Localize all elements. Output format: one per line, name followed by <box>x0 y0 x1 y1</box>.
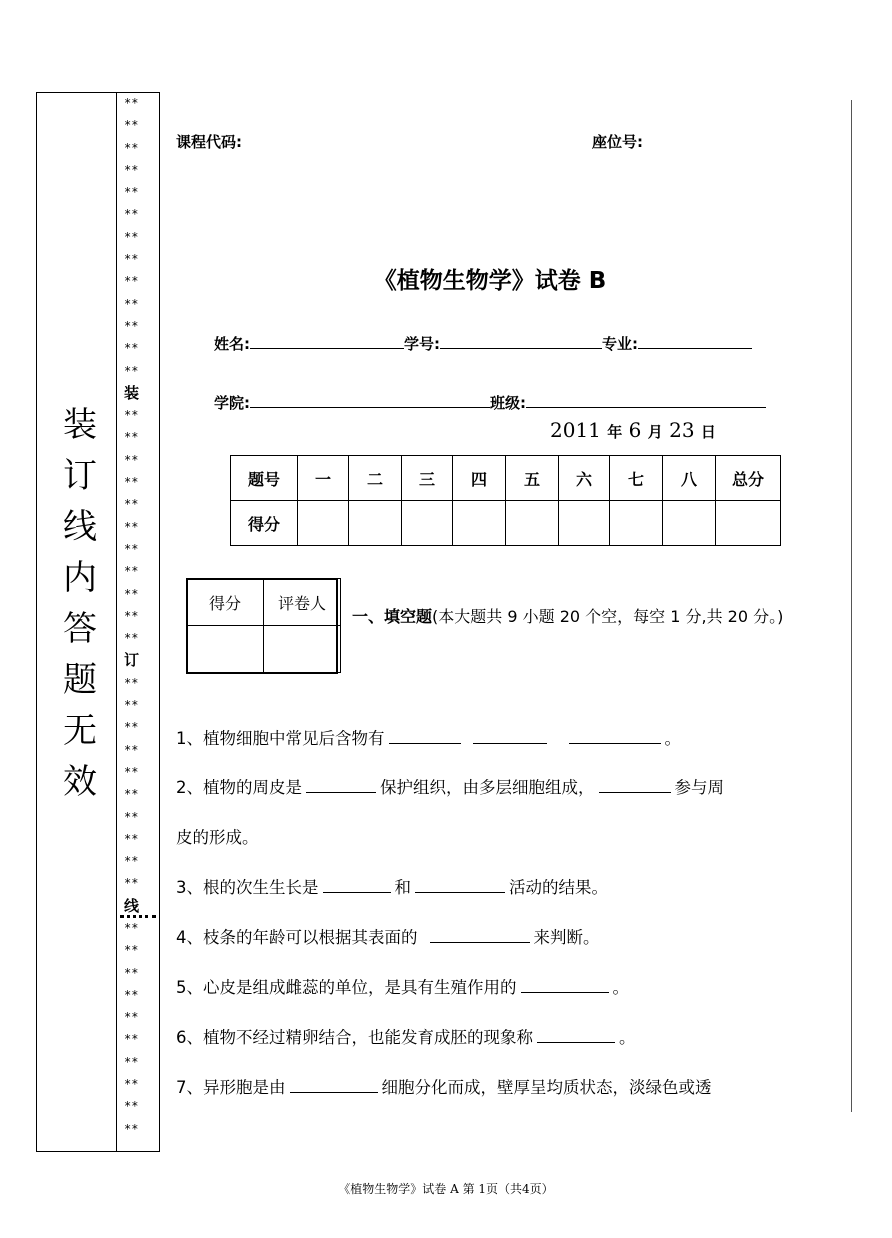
college-label: 学院: <box>214 394 250 412</box>
binding-star: ** <box>124 519 139 534</box>
binding-star: ** <box>124 497 139 512</box>
question-text: 来判断。 <box>533 928 600 947</box>
answer-blank[interactable] <box>323 876 391 893</box>
student-info-row-2 <box>214 389 766 413</box>
grader-name-label: 评卷人 <box>264 579 341 626</box>
binding-star: ** <box>124 185 139 200</box>
question-5 <box>176 974 629 998</box>
binding-star: ** <box>124 363 139 378</box>
course-code-label: 课程代码: <box>176 133 242 151</box>
binding-star: ** <box>124 274 139 289</box>
binding-star: ** <box>124 229 139 244</box>
score-header-cell: 总分 <box>716 456 781 501</box>
score-cell[interactable] <box>610 501 663 546</box>
score-table <box>230 455 781 546</box>
binding-star: ** <box>124 162 139 177</box>
binding-star: ** <box>124 854 139 869</box>
date-month: 6 <box>628 418 642 442</box>
binding-star: ** <box>124 1010 139 1025</box>
binding-star: ** <box>124 1121 139 1136</box>
binding-label-xian: 线 <box>124 896 140 915</box>
page-footer: 《植物生物学》试卷 A 第 1页（共4页） <box>338 1182 554 1196</box>
binding-star: ** <box>124 541 139 556</box>
answer-blank[interactable] <box>569 727 661 744</box>
date-day-unit: 日 <box>700 423 716 441</box>
class-field[interactable] <box>526 389 766 408</box>
question-text: 活动的结果。 <box>509 878 608 897</box>
binding-star: ** <box>124 608 139 623</box>
score-header-cell: 题号 <box>231 456 298 501</box>
binding-star: ** <box>124 118 139 133</box>
date-day: 23 <box>669 418 695 442</box>
score-cell[interactable] <box>298 501 349 546</box>
answer-blank[interactable] <box>389 727 461 744</box>
question-1 <box>176 725 681 749</box>
answer-blank[interactable] <box>430 926 530 943</box>
score-header-cell: 四 <box>453 456 506 501</box>
binding-star: ** <box>124 1054 139 1069</box>
score-cell[interactable] <box>349 501 402 546</box>
class-label: 班级: <box>490 394 526 412</box>
score-cell[interactable] <box>559 501 610 546</box>
binding-star: ** <box>124 430 139 445</box>
score-cell[interactable] <box>506 501 559 546</box>
binding-divider <box>116 92 117 1152</box>
question-text: 参与周 <box>674 778 724 797</box>
answer-blank[interactable] <box>306 776 376 793</box>
binding-star: ** <box>124 1077 139 1092</box>
binding-star: ** <box>124 475 139 490</box>
binding-char: 内 <box>63 558 97 598</box>
binding-star: ** <box>124 252 139 267</box>
question-text: 。 <box>612 978 629 997</box>
question-text: 。 <box>664 729 681 748</box>
question-2-continued: 皮的形成。 <box>176 828 259 847</box>
score-header-cell: 六 <box>559 456 610 501</box>
binding-star: ** <box>124 341 139 356</box>
score-cell[interactable] <box>663 501 716 546</box>
binding-star: ** <box>124 631 139 646</box>
question-text: 5、心皮是组成雌蕊的单位，是具有生殖作用的 <box>176 978 517 997</box>
score-cell[interactable] <box>716 501 781 546</box>
section-1-heading <box>352 600 792 633</box>
question-text: 保护组织，由多层细胞组成， <box>380 778 595 797</box>
name-label: 姓名: <box>214 335 250 353</box>
answer-blank[interactable] <box>537 1026 615 1043</box>
binding-star: ** <box>124 831 139 846</box>
binding-star: ** <box>124 140 139 155</box>
binding-char: 无 <box>63 711 97 751</box>
question-text: 细胞分化而成，壁厚呈均质状态，淡绿色或透 <box>381 1078 712 1097</box>
answer-blank[interactable] <box>521 976 609 993</box>
binding-star: ** <box>124 720 139 735</box>
student-info-row-1 <box>214 330 752 354</box>
date-year-unit: 年 <box>607 423 623 441</box>
score-header-cell: 七 <box>610 456 663 501</box>
binding-star: ** <box>124 698 139 713</box>
exam-date <box>550 418 716 442</box>
score-header-cell: 一 <box>298 456 349 501</box>
binding-star: ** <box>124 1032 139 1047</box>
question-text: 6、植物不经过精卵结合，也能发育成胚的现象称 <box>176 1028 533 1047</box>
binding-star: ** <box>124 564 139 579</box>
major-field[interactable] <box>638 330 752 349</box>
binding-star: ** <box>124 96 139 110</box>
binding-star: ** <box>124 920 139 935</box>
question-text: 4、枝条的年龄可以根据其表面的 <box>176 928 418 947</box>
binding-star: ** <box>124 675 139 690</box>
binding-star: ** <box>124 809 139 824</box>
score-row-label: 得分 <box>231 501 298 546</box>
binding-star: ** <box>124 943 139 958</box>
binding-label-ding: 订 <box>124 651 140 670</box>
score-header-cell: 八 <box>663 456 716 501</box>
binding-star: ** <box>124 318 139 333</box>
answer-blank[interactable] <box>599 776 671 793</box>
binding-label-zhuang: 装 <box>124 383 140 402</box>
seat-number-label: 座位号: <box>592 133 643 151</box>
binding-star: ** <box>124 965 139 980</box>
binding-star: ** <box>124 296 139 311</box>
binding-star: ** <box>124 987 139 1002</box>
binding-star: ** <box>124 586 139 601</box>
binding-star: ** <box>124 742 139 757</box>
right-margin-line <box>851 100 852 1112</box>
binding-star: ** <box>124 1099 139 1114</box>
binding-dotted-mark <box>120 915 156 918</box>
binding-star: ** <box>124 452 139 467</box>
section-1-description: (本大题共 9 小题 20 个空，每空 1 分,共 20 分。) <box>432 607 784 626</box>
question-text: 7、异形胞是由 <box>176 1078 286 1097</box>
answer-blank[interactable] <box>473 727 547 744</box>
section-1-title: 一、填空题 <box>352 607 433 626</box>
score-header-cell: 五 <box>506 456 559 501</box>
question-6 <box>176 1024 636 1048</box>
grader-score-cell[interactable] <box>187 626 264 673</box>
student-id-field[interactable] <box>440 330 602 349</box>
grader-score-label: 得分 <box>187 579 264 626</box>
answer-blank[interactable] <box>415 876 505 893</box>
question-text: 和 <box>394 878 411 897</box>
question-3 <box>176 874 608 898</box>
college-field[interactable] <box>250 389 490 408</box>
binding-star: ** <box>124 876 139 891</box>
binding-char: 装 <box>63 405 97 445</box>
score-cell[interactable] <box>453 501 506 546</box>
binding-star: ** <box>124 787 139 802</box>
binding-star: ** <box>124 764 139 779</box>
binding-char: 效 <box>63 762 97 802</box>
binding-star-column <box>124 92 154 1140</box>
name-field[interactable] <box>250 330 404 349</box>
binding-char: 答 <box>63 609 97 649</box>
score-table-header-row <box>231 456 781 501</box>
question-text: 1、植物细胞中常见后含物有 <box>176 729 385 748</box>
student-id-label: 学号: <box>404 335 440 353</box>
answer-blank[interactable] <box>290 1076 378 1093</box>
binding-char: 题 <box>63 660 97 700</box>
binding-char: 线 <box>63 507 97 547</box>
question-text: 3、根的次生生长是 <box>176 878 319 897</box>
question-text: 。 <box>619 1028 636 1047</box>
binding-char: 订 <box>63 456 97 496</box>
question-7 <box>176 1074 712 1098</box>
question-text: 2、植物的周皮是 <box>176 778 302 797</box>
score-header-cell: 二 <box>349 456 402 501</box>
major-label: 专业: <box>602 335 638 353</box>
exam-title: 《植物生物学》试卷 B <box>373 268 607 294</box>
score-table-score-row <box>231 501 781 546</box>
score-cell[interactable] <box>402 501 453 546</box>
question-4 <box>176 924 600 948</box>
grader-name-cell[interactable] <box>264 626 341 673</box>
binding-warning-text <box>50 400 110 808</box>
question-2 <box>176 774 724 798</box>
binding-star: ** <box>124 207 139 222</box>
grader-table <box>186 578 341 673</box>
binding-star: ** <box>124 408 139 423</box>
date-year: 2011 <box>550 418 601 442</box>
date-month-unit: 月 <box>647 423 663 441</box>
score-header-cell: 三 <box>402 456 453 501</box>
